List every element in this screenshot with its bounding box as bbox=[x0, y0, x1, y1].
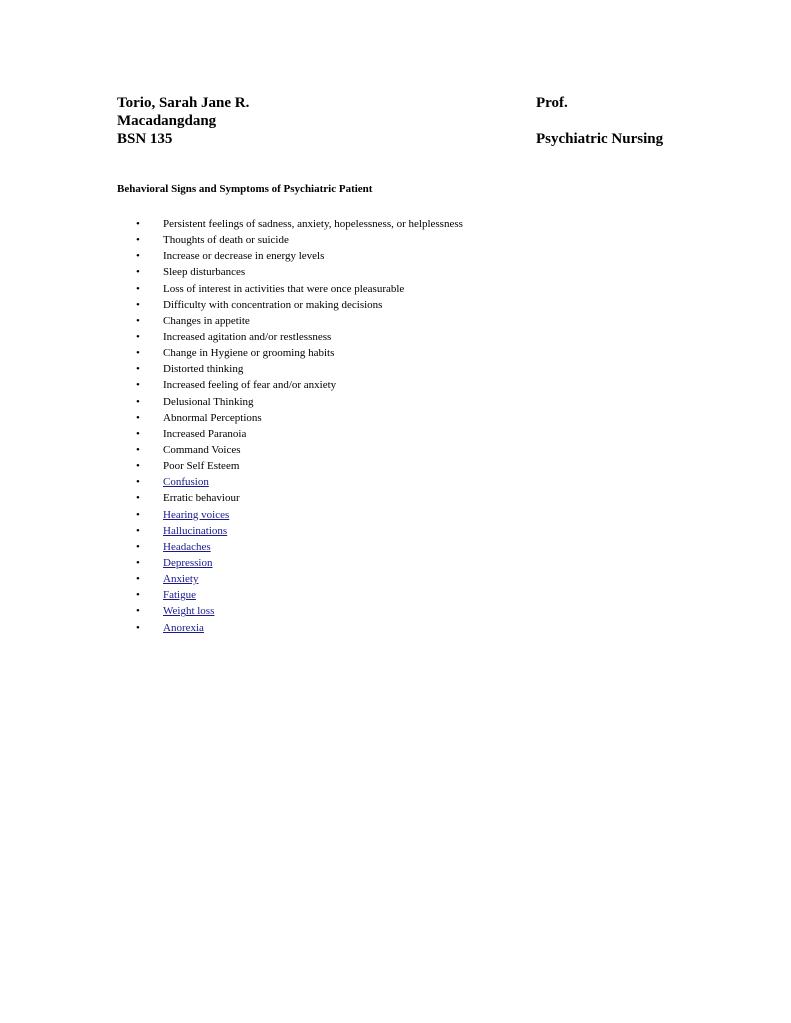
section-heading: Behavioral Signs and Symptoms of Psychiatric Patient bbox=[117, 183, 373, 195]
symptom-link[interactable]: Headaches bbox=[163, 540, 211, 553]
bullet-icon: • bbox=[136, 540, 140, 553]
bullet-icon: • bbox=[136, 443, 140, 456]
symptom-text: Increase or decrease in energy levels bbox=[163, 250, 325, 263]
symptom-link[interactable]: Weight loss bbox=[163, 605, 215, 618]
symptom-text: Increased Paranoia bbox=[163, 427, 247, 440]
symptom-text: Thoughts of death or suicide bbox=[163, 234, 289, 247]
bullet-icon: • bbox=[136, 379, 140, 392]
bullet-icon: • bbox=[136, 573, 140, 586]
bullet-icon: • bbox=[136, 492, 140, 505]
bullet-icon: • bbox=[136, 250, 140, 263]
professor-prefix: Prof. bbox=[536, 95, 568, 111]
symptom-link[interactable]: Depression bbox=[163, 556, 213, 569]
bullet-icon: • bbox=[136, 524, 140, 537]
symptom-text: Distorted thinking bbox=[163, 363, 244, 376]
bullet-icon: • bbox=[136, 589, 140, 602]
symptom-text: Abnormal Perceptions bbox=[163, 411, 262, 424]
symptom-text: Increased agitation and/or restlessness bbox=[163, 330, 332, 343]
symptom-text: Command Voices bbox=[163, 443, 241, 456]
bullet-icon: • bbox=[136, 234, 140, 247]
bullet-icon: • bbox=[136, 298, 140, 311]
bullet-icon: • bbox=[136, 605, 140, 618]
symptom-link[interactable]: Hearing voices bbox=[163, 508, 230, 521]
bullet-icon: • bbox=[136, 266, 140, 279]
symptom-link[interactable]: Anorexia bbox=[163, 621, 204, 634]
course-title: Psychiatric Nursing bbox=[536, 131, 664, 147]
bullet-icon: • bbox=[136, 411, 140, 424]
symptom-link[interactable]: Anxiety bbox=[163, 573, 199, 586]
bullet-icon: • bbox=[136, 556, 140, 569]
bullet-icon: • bbox=[136, 508, 140, 521]
bullet-icon: • bbox=[136, 460, 140, 473]
symptom-text: Changes in appetite bbox=[163, 314, 250, 327]
symptom-link[interactable]: Hallucinations bbox=[163, 524, 228, 537]
symptom-text: Loss of interest in activities that were once pleasurable bbox=[163, 282, 405, 295]
professor-name: Macadangdang bbox=[117, 113, 217, 129]
symptom-link[interactable]: Confusion bbox=[163, 476, 209, 489]
bullet-icon: • bbox=[136, 395, 140, 408]
symptom-text: Persistent feelings of sadness, anxiety, hopelessness, or helplessness bbox=[163, 218, 463, 230]
bullet-icon: • bbox=[136, 282, 140, 295]
bullet-icon: • bbox=[136, 363, 140, 376]
bullet-icon: • bbox=[136, 427, 140, 440]
student-name: Torio, Sarah Jane R. bbox=[117, 95, 250, 111]
symptom-text: Erratic behaviour bbox=[163, 492, 240, 505]
bullet-icon: • bbox=[136, 347, 140, 360]
bullet-icon: • bbox=[136, 330, 140, 343]
bullet-icon: • bbox=[136, 476, 140, 489]
symptom-text: Poor Self Esteem bbox=[163, 460, 240, 473]
bullet-icon: • bbox=[136, 621, 140, 634]
symptom-text: Difficulty with concentration or making decisions bbox=[163, 298, 383, 311]
class-section: BSN 135 bbox=[117, 131, 173, 147]
bullet-icon: • bbox=[136, 218, 140, 230]
symptom-text: Sleep disturbances bbox=[163, 266, 246, 279]
symptom-link[interactable]: Fatigue bbox=[163, 589, 196, 602]
bullet-icon: • bbox=[136, 314, 140, 327]
symptom-text: Delusional Thinking bbox=[163, 395, 254, 408]
symptom-text: Change in Hygiene or grooming habits bbox=[163, 347, 335, 360]
symptom-text: Increased feeling of fear and/or anxiety bbox=[163, 379, 337, 392]
